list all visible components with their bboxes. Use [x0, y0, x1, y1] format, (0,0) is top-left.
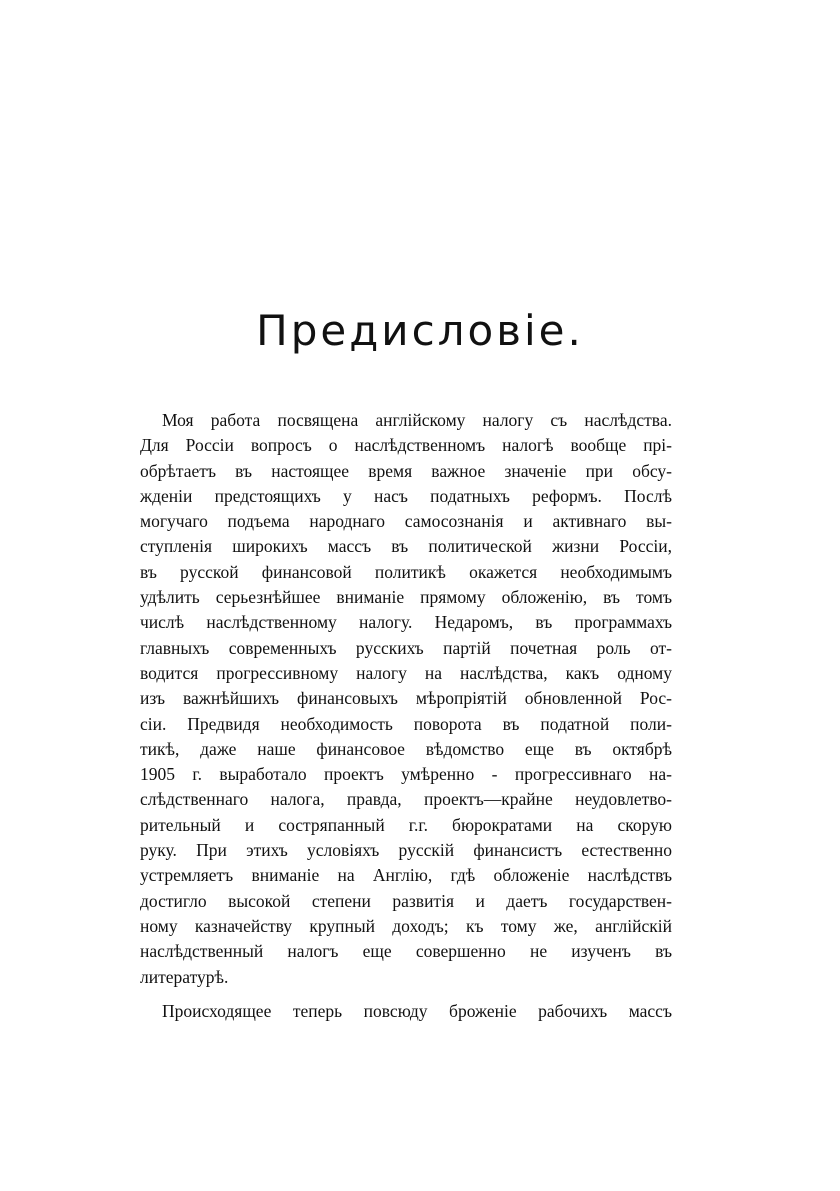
- text-line: ному казначейству крупный доходъ; къ тому же, англійскій: [140, 915, 672, 936]
- text-line: тикѣ, даже наше финансовое вѣдомство еще въ октябрѣ: [140, 738, 672, 759]
- text-line: числѣ наслѣдственному налогу. Недаромъ, въ программахъ: [140, 612, 672, 633]
- text-line: жденіи предстоящихъ у насъ податныхъ реформъ. Послѣ: [140, 485, 672, 506]
- text-line: въ русской финансовой политикѣ окажется необходимымъ: [140, 561, 672, 582]
- text-line: обрѣтаетъ въ настоящее время важное значеніе при обсу-: [140, 460, 672, 481]
- text-line: главныхъ современныхъ русскихъ партій почетная роль от-: [140, 637, 672, 658]
- text-line: руку. При этихъ условіяхъ русскій финансистъ естественно: [140, 840, 672, 861]
- text-line: Для Россіи вопросъ о наслѣдственномъ налогѣ вообще прі-: [140, 435, 672, 456]
- text-line: водится прогрессивному налогу на наслѣдства, какъ одному: [140, 662, 672, 683]
- paragraph-1: [140, 408, 672, 990]
- text-line: 1905 г. выработало проектъ умѣренно - прогрессивнаго на-: [140, 764, 672, 785]
- text-line: слѣдственнаго налога, правда, проектъ—крайне неудовлетво-: [140, 789, 672, 810]
- text-line: достигло высокой степени развитія и даетъ государствен-: [140, 890, 672, 911]
- body-text: [140, 408, 672, 1024]
- text-line: сіи. Предвидя необходимость поворота въ податной поли-: [140, 713, 672, 734]
- text-line: изъ важнѣйшихъ финансовыхъ мѣропріятій обновленной Рос-: [140, 688, 672, 709]
- text-line: Моя работа посвящена англійскому налогу съ наслѣдства.: [162, 410, 672, 430]
- text-line: ступленія широкихъ массъ въ политической жизни Россіи,: [140, 536, 672, 557]
- page-title: Предисловіе.: [256, 306, 584, 355]
- text-line: могучаго подъема народнаго самосознанія и активнаго вы-: [140, 511, 672, 532]
- text-line: удѣлить серьезнѣйшее вниманіе прямому обложенію, въ томъ: [140, 587, 672, 608]
- text-line: литературѣ.: [140, 966, 229, 987]
- text-line: устремляетъ вниманіе на Англію, гдѣ обложеніе наслѣдствъ: [140, 865, 672, 886]
- text-line: рительный и состряпанный г.г. бюрократами на скорую: [140, 814, 672, 835]
- text-line: наслѣдственный налогъ еще совершенно не изученъ въ: [140, 941, 672, 962]
- text-line: Происходящее теперь повсюду броженіе рабочихъ массъ: [162, 1000, 672, 1021]
- paragraph-2: [140, 999, 672, 1024]
